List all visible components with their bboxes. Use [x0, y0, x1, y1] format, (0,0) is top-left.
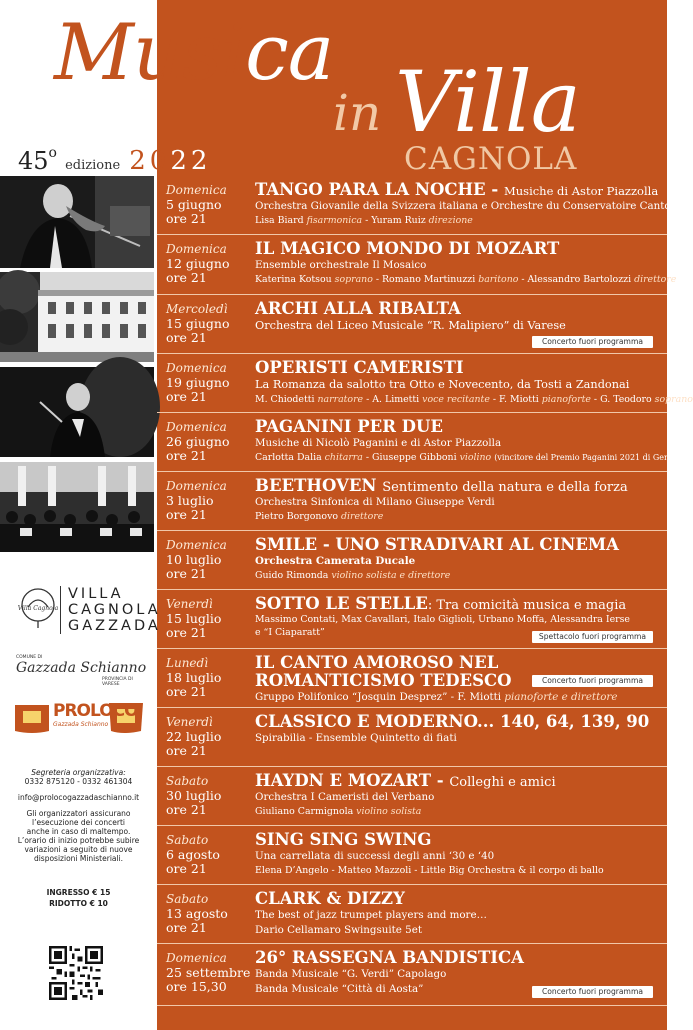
event-title-2: ROMANTICISMO TEDESCO: [255, 671, 512, 691]
proloco-sub: Gazzada Schianno: [53, 721, 109, 728]
notice-line: Gli organizzatori assicurano: [26, 809, 131, 818]
event-title: IL MAGICO MONDO DI MOZART: [255, 239, 560, 258]
proloco-logo: [13, 697, 145, 735]
edition-number: 45: [18, 147, 49, 175]
villa-logo-line-3: GAZZADA: [68, 618, 161, 634]
event-body: [255, 239, 677, 286]
title-villa: Villa: [395, 53, 580, 151]
event-performers: Elena D’Angelo - Matteo Mazzoli - Little Big Orchestra & il corpo di ballo: [255, 864, 604, 876]
event-program: The best of jazz trumpet players and more…: [255, 909, 487, 922]
event-soloists: Guido Rimonda violino solista e direttore: [255, 569, 451, 581]
comune-cap: COMUNE DI: [16, 655, 43, 660]
event-performers: Banda Musicale “G. Verdi” Capolago: [255, 968, 447, 981]
event-date: Lunedì 18 luglio ore 21: [166, 656, 222, 700]
event-list: [157, 176, 693, 1006]
event-row: [157, 176, 687, 235]
event-title: ARCHI ALLA RIBALTA: [255, 299, 461, 318]
notice-line: L’orario di inizio potrebbe subire: [17, 836, 140, 845]
event-title: SOTTO LE STELLE: Tra comicità musica e magia: [255, 594, 627, 613]
event-performers-2: e “I Ciaparatt”: [255, 627, 325, 639]
event-date: Venerdì 22 luglio ore 21: [166, 715, 222, 759]
event-soloists: Giuliano Carmignola violino solista: [255, 805, 422, 817]
event-date: Sabato 30 luglio ore 21: [166, 774, 222, 818]
secretary-label: Segreteria organizzativa:: [31, 768, 126, 777]
event-row: [157, 944, 667, 1006]
event-soloists: Lisa Biard fisarmonica - Yuram Ruiz direzione: [255, 214, 473, 226]
event-performers: Orchestra Sinfonica di Milano Giuseppe Verdi: [255, 496, 495, 509]
event-row: [157, 295, 667, 354]
notice-line: l’esecuzione dei concerti: [32, 818, 125, 827]
event-soloists: Katerina Kotsou soprano - Romano Martinuzzi baritono - Alessandro Bartolozzi direttore: [255, 273, 677, 285]
extra-program-badge: Concerto fuori programma: [532, 675, 653, 687]
edition-label: edizione: [65, 158, 121, 173]
event-performers: Orchestra Giovanile della Svizzera italiana e Orchestre du Conservatoire Cantonal: [255, 200, 687, 213]
event-program: La Romanza da salotto tra Otto e Novecento, da Tosti a Zandonai: [255, 378, 630, 392]
event-body: [255, 477, 660, 523]
event-performers: Orchestra I Cameristi del Verbano: [255, 791, 435, 804]
villa-logo-line-2: CAGNOLA: [68, 602, 161, 618]
photo-conductor: [0, 367, 154, 457]
event-soloists: Pietro Borgonovo direttore: [255, 510, 384, 522]
proloco-name: PROLOCO: [53, 701, 138, 721]
event-body: [255, 358, 693, 406]
event-body: [255, 831, 660, 877]
qr-code-icon[interactable]: [49, 946, 103, 1000]
event-title: CLASSICO E MODERNO... 140, 64, 139, 90: [255, 712, 650, 731]
notice-line: disposizioni Ministeriali.: [33, 854, 124, 863]
event-title: IL CANTO AMOROSO NEL: [255, 653, 499, 672]
event-program: Musiche di Nicolò Paganini e di Astor Piazzolla: [255, 437, 502, 450]
event-row: [157, 531, 667, 590]
event-body: [255, 890, 660, 937]
event-title: CLARK & DIZZY: [255, 889, 405, 908]
extra-program-badge: Spettacolo fuori programma: [532, 631, 653, 643]
event-title: SING SING SWING: [255, 830, 432, 849]
extra-program-badge: Concerto fuori programma: [532, 336, 653, 348]
event-row: [157, 649, 667, 708]
event-body: [255, 713, 660, 746]
event-date: Domenica 26 giugno ore 21: [166, 420, 230, 464]
event-body: [255, 536, 660, 582]
edition-sup: o: [48, 145, 57, 161]
event-soloists: M. Chiodetti narratore - A. Limetti voce recitante - F. Miotti pianoforte - G. Teodoro soprano: [255, 393, 693, 405]
edition-line: [18, 145, 212, 176]
secretary-email: info@prolocogazzadaschianno.it: [17, 793, 140, 802]
event-date: Domenica 10 luglio ore 21: [166, 538, 227, 582]
title-part-b: ca: [245, 8, 334, 98]
event-performers-2: Banda Musicale “Città di Aosta”: [255, 982, 424, 995]
event-row: [157, 235, 677, 295]
title-in: in: [333, 84, 382, 142]
event-row: [157, 590, 667, 649]
event-row: [157, 413, 687, 472]
photo-violinist: [0, 176, 154, 268]
photo-orchestra: [0, 462, 154, 552]
comune-logo: [16, 655, 146, 685]
event-date: Domenica 3 luglio ore 21: [166, 479, 227, 523]
event-row: [157, 826, 667, 885]
event-body: [255, 417, 687, 464]
secretary-phones: 0332 875120 - 0332 461304: [24, 777, 133, 786]
event-performers: Ensemble orchestrale Il Mosaico: [255, 259, 427, 272]
event-title: BEETHOVEN Sentimento della natura e della forza: [255, 476, 628, 495]
event-body: [255, 772, 660, 818]
notice-line: anche in caso di maltempo.: [26, 827, 131, 836]
price-ridotto: RIDOTTO € 10: [49, 899, 108, 908]
svg-text:Villa Cagnola: Villa Cagnola: [17, 605, 59, 612]
event-row: [157, 708, 667, 767]
event-row: [157, 354, 693, 413]
event-date: Domenica 19 giugno ore 21: [166, 361, 230, 405]
price-ingresso: INGRESSO € 15: [46, 888, 111, 897]
event-performers: Orchestra Camerata Ducale: [255, 555, 416, 568]
event-date: Domenica 5 giugno ore 21: [166, 183, 227, 227]
villa-cagnola-logo: [17, 585, 161, 635]
event-title: 26° RASSEGNA BANDISTICA: [255, 948, 524, 967]
event-date: Domenica 12 giugno ore 21: [166, 242, 230, 286]
villa-seal-icon: [18, 585, 58, 629]
extra-program-badge: Concerto fuori programma: [532, 986, 653, 998]
event-row: [157, 472, 667, 531]
event-date: Mercoledì 15 giugno ore 21: [166, 302, 230, 346]
event-title: HAYDN E MOZART - Colleghi e amici: [255, 771, 556, 790]
event-row: [157, 767, 667, 826]
comune-province: PROVINCIA DI VARESE: [102, 677, 133, 687]
comune-name: Gazzada Schianno: [16, 660, 147, 676]
event-row: [157, 885, 667, 944]
event-performers: Spirabilia - Ensemble Quintetto di fiati: [255, 732, 457, 745]
event-body: [255, 300, 660, 334]
event-soloists: Carlotta Dalia chitarra - Giuseppe Gibboni violino (vincitore del Premio Paganini 2021 di Genova): [255, 451, 687, 463]
title-part-a: Musi: [54, 8, 246, 98]
event-date: Sabato 13 agosto ore 21: [166, 892, 228, 936]
photo-villa: [0, 272, 154, 362]
poster-title: [54, 8, 334, 98]
event-program: Una carrellata di successi degli anni ‘30 e ‘40: [255, 850, 495, 863]
event-performers: Orchestra del Liceo Musicale “R. Malipiero” di Varese: [255, 319, 566, 333]
title-cagnola: CAGNOLA: [404, 141, 578, 177]
event-title: SMILE - UNO STRADIVARI AL CINEMA: [255, 535, 619, 554]
year-part-a: 20: [129, 146, 171, 176]
event-performers: Massimo Contati, Max Cavallari, Italo Giglioli, Urbano Moffa, Alessandra Ierse: [255, 614, 630, 626]
year-part-b: 22: [170, 146, 212, 176]
event-performers: Gruppo Polifonico “Josquin Desprez” - F. Miotti pianoforte e direttore: [255, 691, 618, 704]
event-date: Sabato 6 agosto ore 21: [166, 833, 220, 877]
event-title: TANGO PARA LA NOCHE - Musiche di Astor Piazzolla: [255, 180, 659, 199]
event-title: OPERISTI CAMERISTI: [255, 358, 464, 377]
event-performers: Dario Cellamaro Swingsuite 5et: [255, 923, 422, 936]
villa-logo-line-1: VILLA: [68, 586, 124, 602]
notice-line: variazioni a seguito di nuove: [24, 845, 133, 854]
event-body: [255, 180, 687, 227]
event-date: Venerdì 15 luglio ore 21: [166, 597, 222, 641]
event-date: Domenica 25 settembre ore 15,30: [166, 951, 251, 995]
event-title: PAGANINI PER DUE: [255, 417, 443, 436]
